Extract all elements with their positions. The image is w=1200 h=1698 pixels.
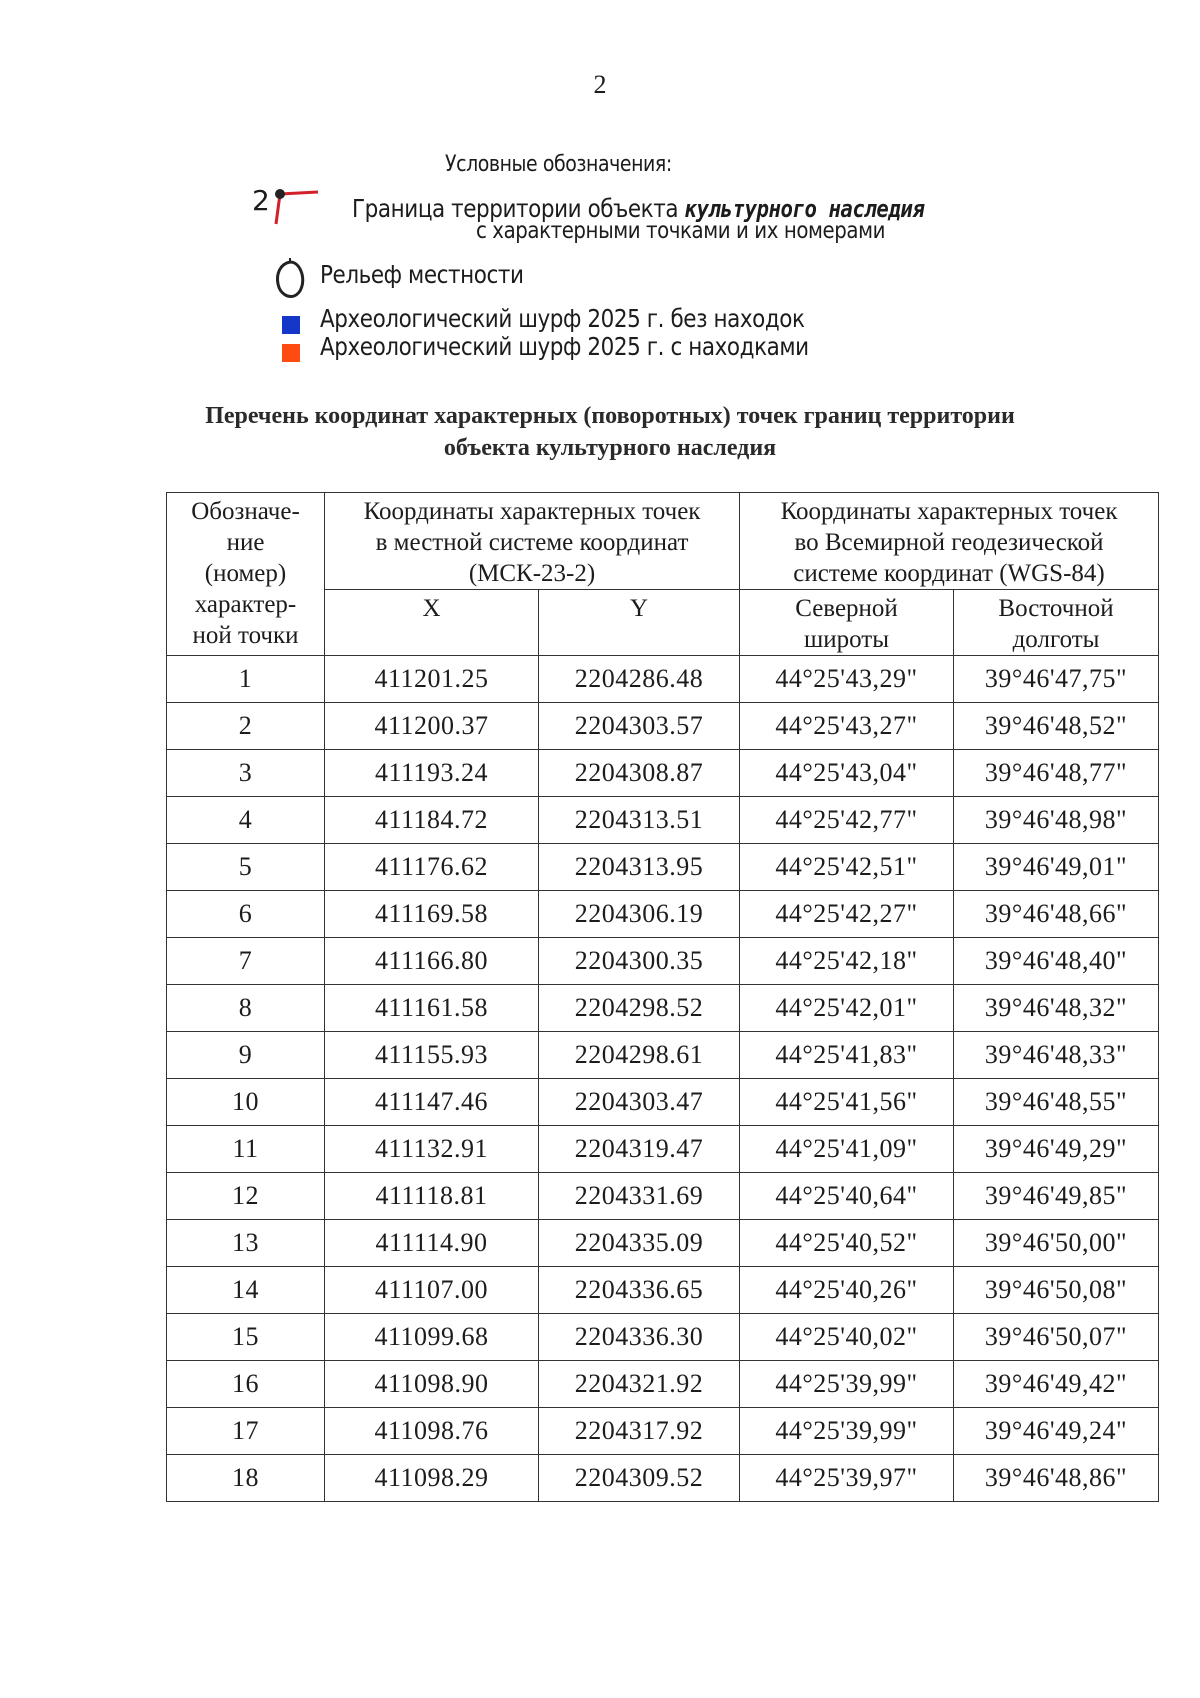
table-row bbox=[167, 1267, 1159, 1314]
header-north-latitude bbox=[740, 590, 954, 656]
boundary-point-symbol bbox=[252, 186, 320, 232]
coordinates-list-title bbox=[150, 400, 1070, 464]
table-row bbox=[167, 1079, 1159, 1126]
cell-x: 411176.62 bbox=[325, 844, 539, 891]
table-row bbox=[167, 797, 1159, 844]
table-row bbox=[167, 844, 1159, 891]
cell-longitude: 39°46'48,66" bbox=[954, 891, 1159, 938]
legend-pit-no-finds bbox=[320, 304, 883, 333]
header-wgs-line: системе координат (WGS-84) bbox=[793, 560, 1105, 587]
cell-point-number: 14 bbox=[167, 1267, 325, 1314]
cell-x: 411201.25 bbox=[325, 656, 539, 703]
header-east-longitude bbox=[954, 590, 1159, 656]
cell-y: 2204331.69 bbox=[539, 1173, 740, 1220]
cell-x: 411200.37 bbox=[325, 703, 539, 750]
cell-y: 2204313.51 bbox=[539, 797, 740, 844]
table-row bbox=[167, 938, 1159, 985]
cell-point-number: 5 bbox=[167, 844, 325, 891]
cell-longitude: 39°46'48,40" bbox=[954, 938, 1159, 985]
cell-point-number: 1 bbox=[167, 656, 325, 703]
cell-latitude: 44°25'42,18" bbox=[740, 938, 954, 985]
header-designation-line: ние bbox=[226, 529, 265, 556]
legend-boundary-line2-text: с характерными точками и их номерами bbox=[476, 218, 886, 244]
legend-pit-with-finds-text: Археологический шурф 2025 г. с находками bbox=[320, 332, 809, 361]
table-row bbox=[167, 891, 1159, 938]
cell-latitude: 44°25'43,27" bbox=[740, 703, 954, 750]
header-north-line: широты bbox=[804, 626, 890, 653]
cell-point-number: 2 bbox=[167, 703, 325, 750]
cell-y: 2204335.09 bbox=[539, 1220, 740, 1267]
cell-y: 2204319.47 bbox=[539, 1126, 740, 1173]
cell-y: 2204321.92 bbox=[539, 1361, 740, 1408]
cell-latitude: 44°25'41,56" bbox=[740, 1079, 954, 1126]
cell-point-number: 8 bbox=[167, 985, 325, 1032]
legend-title: Условные обозначения: bbox=[445, 152, 672, 177]
cell-longitude: 39°46'49,29" bbox=[954, 1126, 1159, 1173]
cell-latitude: 44°25'41,09" bbox=[740, 1126, 954, 1173]
page-number: 2 bbox=[593, 70, 607, 99]
cell-y: 2204336.65 bbox=[539, 1267, 740, 1314]
boundary-point-number: 2 bbox=[252, 184, 270, 217]
cell-point-number: 11 bbox=[167, 1126, 325, 1173]
cell-longitude: 39°46'48,32" bbox=[954, 985, 1159, 1032]
cell-x: 411166.80 bbox=[325, 938, 539, 985]
cell-y: 2204306.19 bbox=[539, 891, 740, 938]
boundary-line-icon bbox=[252, 186, 320, 232]
cell-longitude: 39°46'49,85" bbox=[954, 1173, 1159, 1220]
cell-latitude: 44°25'39,97" bbox=[740, 1455, 954, 1502]
cell-point-number: 4 bbox=[167, 797, 325, 844]
table-row bbox=[167, 750, 1159, 797]
coordinates-table-body bbox=[167, 656, 1159, 1502]
cell-point-number: 12 bbox=[167, 1173, 325, 1220]
relief-icon bbox=[272, 258, 308, 300]
cell-x: 411184.72 bbox=[325, 797, 539, 844]
cell-point-number: 7 bbox=[167, 938, 325, 985]
header-local-line: Координаты характерных точек bbox=[363, 498, 701, 525]
cell-x: 411098.29 bbox=[325, 1455, 539, 1502]
table-row bbox=[167, 1032, 1159, 1079]
legend-pit-with-finds bbox=[320, 332, 888, 361]
cell-y: 2204300.35 bbox=[539, 938, 740, 985]
header-wgs-line: во Всемирной геодезической bbox=[794, 529, 1104, 556]
cell-x: 411114.90 bbox=[325, 1220, 539, 1267]
cell-y: 2204313.95 bbox=[539, 844, 740, 891]
cell-x: 411099.68 bbox=[325, 1314, 539, 1361]
cell-latitude: 44°25'42,51" bbox=[740, 844, 954, 891]
cell-latitude: 44°25'40,26" bbox=[740, 1267, 954, 1314]
header-local-line: в местной системе координат bbox=[375, 529, 689, 556]
cell-longitude: 39°46'49,24" bbox=[954, 1408, 1159, 1455]
legend-relief bbox=[320, 260, 557, 289]
cell-latitude: 44°25'43,29" bbox=[740, 656, 954, 703]
cell-longitude: 39°46'50,07" bbox=[954, 1314, 1159, 1361]
cell-point-number: 13 bbox=[167, 1220, 325, 1267]
pit-no-finds-icon bbox=[282, 316, 300, 334]
cell-longitude: 39°46'48,33" bbox=[954, 1032, 1159, 1079]
list-title-line1: Перечень координат характерных (поворотных) точек границ территории bbox=[205, 403, 1015, 429]
cell-latitude: 44°25'43,04" bbox=[740, 750, 954, 797]
header-local-line: (МСК-23-2) bbox=[468, 560, 596, 587]
header-wgs-coordinates bbox=[740, 493, 1159, 590]
cell-x: 411098.90 bbox=[325, 1361, 539, 1408]
coordinates-table bbox=[166, 492, 1159, 1502]
header-local-coordinates bbox=[325, 493, 740, 590]
header-designation-line: Обозначе- bbox=[191, 498, 300, 525]
cell-x: 411155.93 bbox=[325, 1032, 539, 1079]
cell-point-number: 16 bbox=[167, 1361, 325, 1408]
legend-pit-no-finds-text: Археологический шурф 2025 г. без находок bbox=[320, 304, 805, 333]
cell-y: 2204298.52 bbox=[539, 985, 740, 1032]
cell-longitude: 39°46'50,08" bbox=[954, 1267, 1159, 1314]
cell-latitude: 44°25'42,77" bbox=[740, 797, 954, 844]
table-row bbox=[167, 1126, 1159, 1173]
header-north-line: Северной bbox=[795, 595, 898, 622]
cell-x: 411193.24 bbox=[325, 750, 539, 797]
cell-longitude: 39°46'49,01" bbox=[954, 844, 1159, 891]
list-title-line2: объекта культурного наследия bbox=[443, 435, 777, 461]
header-designation bbox=[167, 493, 325, 656]
cell-x: 411161.58 bbox=[325, 985, 539, 1032]
table-row bbox=[167, 1455, 1159, 1502]
cell-latitude: 44°25'40,02" bbox=[740, 1314, 954, 1361]
cell-latitude: 44°25'40,64" bbox=[740, 1173, 954, 1220]
table-row bbox=[167, 703, 1159, 750]
cell-point-number: 3 bbox=[167, 750, 325, 797]
cell-longitude: 39°46'48,86" bbox=[954, 1455, 1159, 1502]
cell-x: 411098.76 bbox=[325, 1408, 539, 1455]
table-row bbox=[167, 1220, 1159, 1267]
cell-y: 2204303.47 bbox=[539, 1079, 740, 1126]
header-wgs-line: Координаты характерных точек bbox=[780, 498, 1118, 525]
cell-latitude: 44°25'39,99" bbox=[740, 1408, 954, 1455]
cell-point-number: 10 bbox=[167, 1079, 325, 1126]
cell-point-number: 15 bbox=[167, 1314, 325, 1361]
cell-longitude: 39°46'49,42" bbox=[954, 1361, 1159, 1408]
header-east-line: долготы bbox=[1012, 626, 1100, 653]
cell-longitude: 39°46'47,75" bbox=[954, 656, 1159, 703]
cell-y: 2204298.61 bbox=[539, 1032, 740, 1079]
cell-x: 411169.58 bbox=[325, 891, 539, 938]
cell-latitude: 44°25'39,99" bbox=[740, 1361, 954, 1408]
cell-y: 2204308.87 bbox=[539, 750, 740, 797]
table-row bbox=[167, 656, 1159, 703]
cell-longitude: 39°46'48,77" bbox=[954, 750, 1159, 797]
table-row bbox=[167, 1361, 1159, 1408]
header-designation-line: ной точки bbox=[192, 622, 299, 649]
cell-y: 2204286.48 bbox=[539, 656, 740, 703]
table-row bbox=[167, 1173, 1159, 1220]
cell-y: 2204303.57 bbox=[539, 703, 740, 750]
cell-point-number: 9 bbox=[167, 1032, 325, 1079]
cell-point-number: 18 bbox=[167, 1455, 325, 1502]
pit-with-finds-icon bbox=[282, 344, 300, 362]
table-row bbox=[167, 1314, 1159, 1361]
header-designation-line: характер- bbox=[194, 591, 297, 618]
cell-x: 411118.81 bbox=[325, 1173, 539, 1220]
cell-point-number: 17 bbox=[167, 1408, 325, 1455]
header-east-line: Восточной bbox=[998, 595, 1114, 622]
cell-latitude: 44°25'40,52" bbox=[740, 1220, 954, 1267]
header-designation-line: (номер) bbox=[204, 560, 287, 587]
table-row bbox=[167, 1408, 1159, 1455]
table-row bbox=[167, 985, 1159, 1032]
cell-latitude: 44°25'42,01" bbox=[740, 985, 954, 1032]
cell-latitude: 44°25'42,27" bbox=[740, 891, 954, 938]
header-x: X bbox=[325, 590, 539, 656]
cell-longitude: 39°46'50,00" bbox=[954, 1220, 1159, 1267]
cell-x: 411107.00 bbox=[325, 1267, 539, 1314]
legend-boundary-bold: культурного наследия bbox=[684, 195, 925, 223]
cell-longitude: 39°46'48,55" bbox=[954, 1079, 1159, 1126]
legend-boundary-line2 bbox=[476, 218, 952, 244]
cell-latitude: 44°25'41,83" bbox=[740, 1032, 954, 1079]
legend-boundary-text: Граница территории объекта bbox=[352, 194, 679, 223]
cell-x: 411147.46 bbox=[325, 1079, 539, 1126]
cell-y: 2204309.52 bbox=[539, 1455, 740, 1502]
cell-y: 2204317.92 bbox=[539, 1408, 740, 1455]
cell-point-number: 6 bbox=[167, 891, 325, 938]
cell-y: 2204336.30 bbox=[539, 1314, 740, 1361]
cell-longitude: 39°46'48,98" bbox=[954, 797, 1159, 844]
cell-longitude: 39°46'48,52" bbox=[954, 703, 1159, 750]
header-y: Y bbox=[539, 590, 740, 656]
cell-x: 411132.91 bbox=[325, 1126, 539, 1173]
legend-relief-text: Рельеф местности bbox=[320, 260, 524, 289]
